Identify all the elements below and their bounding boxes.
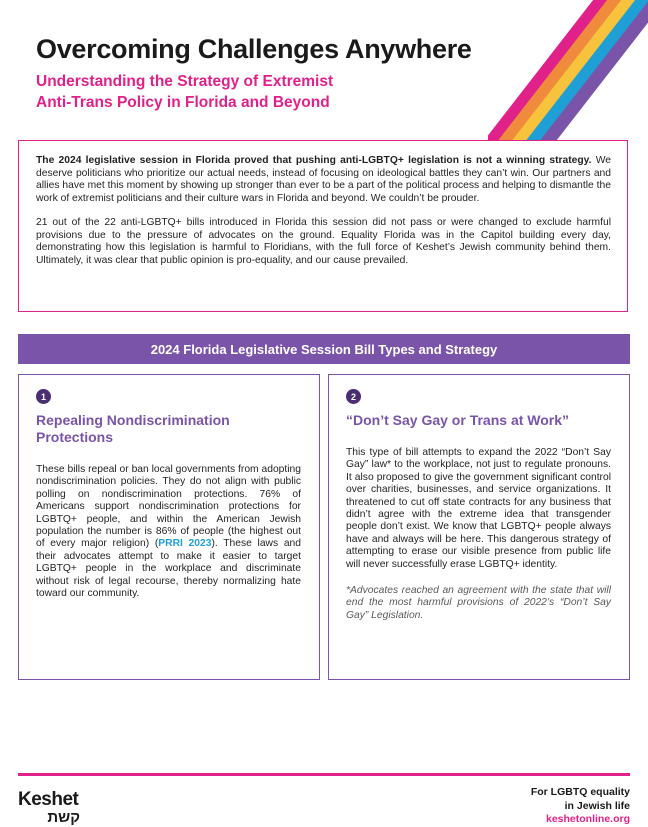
website-link[interactable]: keshetonline.org xyxy=(545,813,630,825)
prri-2023-link[interactable]: PRRI 2023 xyxy=(158,538,212,550)
intro-paragraph-1-rest: We deserve politicians who prioritize our actual needs, instead of focusing on ideological battles they can’t win. Our partners and allies have met this moment by showing up stronger than ever to be a part of the political process and helping to dismantle the work of extremist politicians and their culture wars in Florida and beyond. We couldn’t be prouder. xyxy=(36,155,611,204)
card-1-heading xyxy=(36,412,301,446)
number-badge-1: 1 xyxy=(36,389,51,404)
intro-paragraph-2: 21 out of the 22 anti-LGBTQ+ bills introduced in Florida this session did not pass or were changed to exclude harmful provisions due to the pressure of advocates on the ground. Equality Florida was in the Capitol building every day, demonstrating how this legislation is harmful to Floridians, with the full force of Keshet’s Jewish community behind them. Ultimately, it was clear that public opinion is pro-equality, and our cause prevailed. xyxy=(36,217,611,266)
card-2-footnote: *Advocates reached an agreement with the state that will end the most harmful provisions of 2022’s “Don’t Say Gay” Legislation. xyxy=(346,585,611,621)
page-subtitle xyxy=(36,71,333,113)
subtitle-line-2: Anti-Trans Policy in Florida and Beyond xyxy=(36,94,330,111)
rainbow-stripes-decoration xyxy=(488,0,648,140)
card-1-heading-line-2: Protections xyxy=(36,429,114,445)
footer-divider xyxy=(18,773,630,776)
section-heading: 2024 Florida Legislative Session Bill Types and Strategy xyxy=(150,341,498,357)
section-heading-bar xyxy=(18,334,630,364)
card-1-body xyxy=(36,464,301,600)
logo-english: Keshet xyxy=(18,789,79,810)
bill-type-card-2 xyxy=(328,374,630,680)
keshet-logo xyxy=(18,790,80,826)
intro-box xyxy=(18,140,628,312)
card-2-body: This type of bill attempts to expand the 2022 “Don’t Say Gay” law* to the workplace, not just to regulate pronouns. It also proposed to give the government significant control over charities, businesses, and service organizations. It threatened to cut off state contracts for any business that didn’t agree with the extreme idea that transgender people don’t exist. We know that LGBTQ+ people always have and always will be here. This dangerous strategy of attempting to erase our visible presence from public life will never successfully erase LGBTQ+ identity. xyxy=(346,447,611,570)
card-1-heading-line-1: Repealing Nondiscrimination xyxy=(36,412,230,428)
subtitle-line-1: Understanding the Strategy of Extremist xyxy=(36,73,334,90)
number-badge-2: 2 xyxy=(346,389,361,404)
page-title: Overcoming Challenges Anywhere xyxy=(36,34,472,64)
intro-lead-bold: The 2024 legislative session in Florida proved that pushing anti-LGBTQ+ legislation is not a winning strategy. xyxy=(36,155,592,166)
intro-paragraph-1 xyxy=(36,155,611,205)
logo-hebrew: קשת xyxy=(47,809,80,826)
card-1-body-before: These bills repeal or ban local governments from adopting nondiscrimination policies. They do not align with public polling on nondiscrimination protections. 76% of Americans support nondiscrimination protections for LGBTQ+ people, and within the American Jewish population the number is 86% of people (the highest out of every major religion) ( xyxy=(36,464,302,550)
card-1-body-after: ). These laws and their advocates attempt to make it easier to target LGBTQ+ people in the workplace and discriminate without risk of legal recourse, thereby normalizing hate toward our community. xyxy=(36,538,301,600)
footer-tagline xyxy=(531,786,630,827)
bill-type-card-1 xyxy=(18,374,320,680)
tagline-line-1: For LGBTQ equality xyxy=(530,786,630,798)
tagline-line-2: in Jewish life xyxy=(564,799,630,812)
card-2-heading: “Don’t Say Gay or Trans at Work” xyxy=(346,412,570,428)
